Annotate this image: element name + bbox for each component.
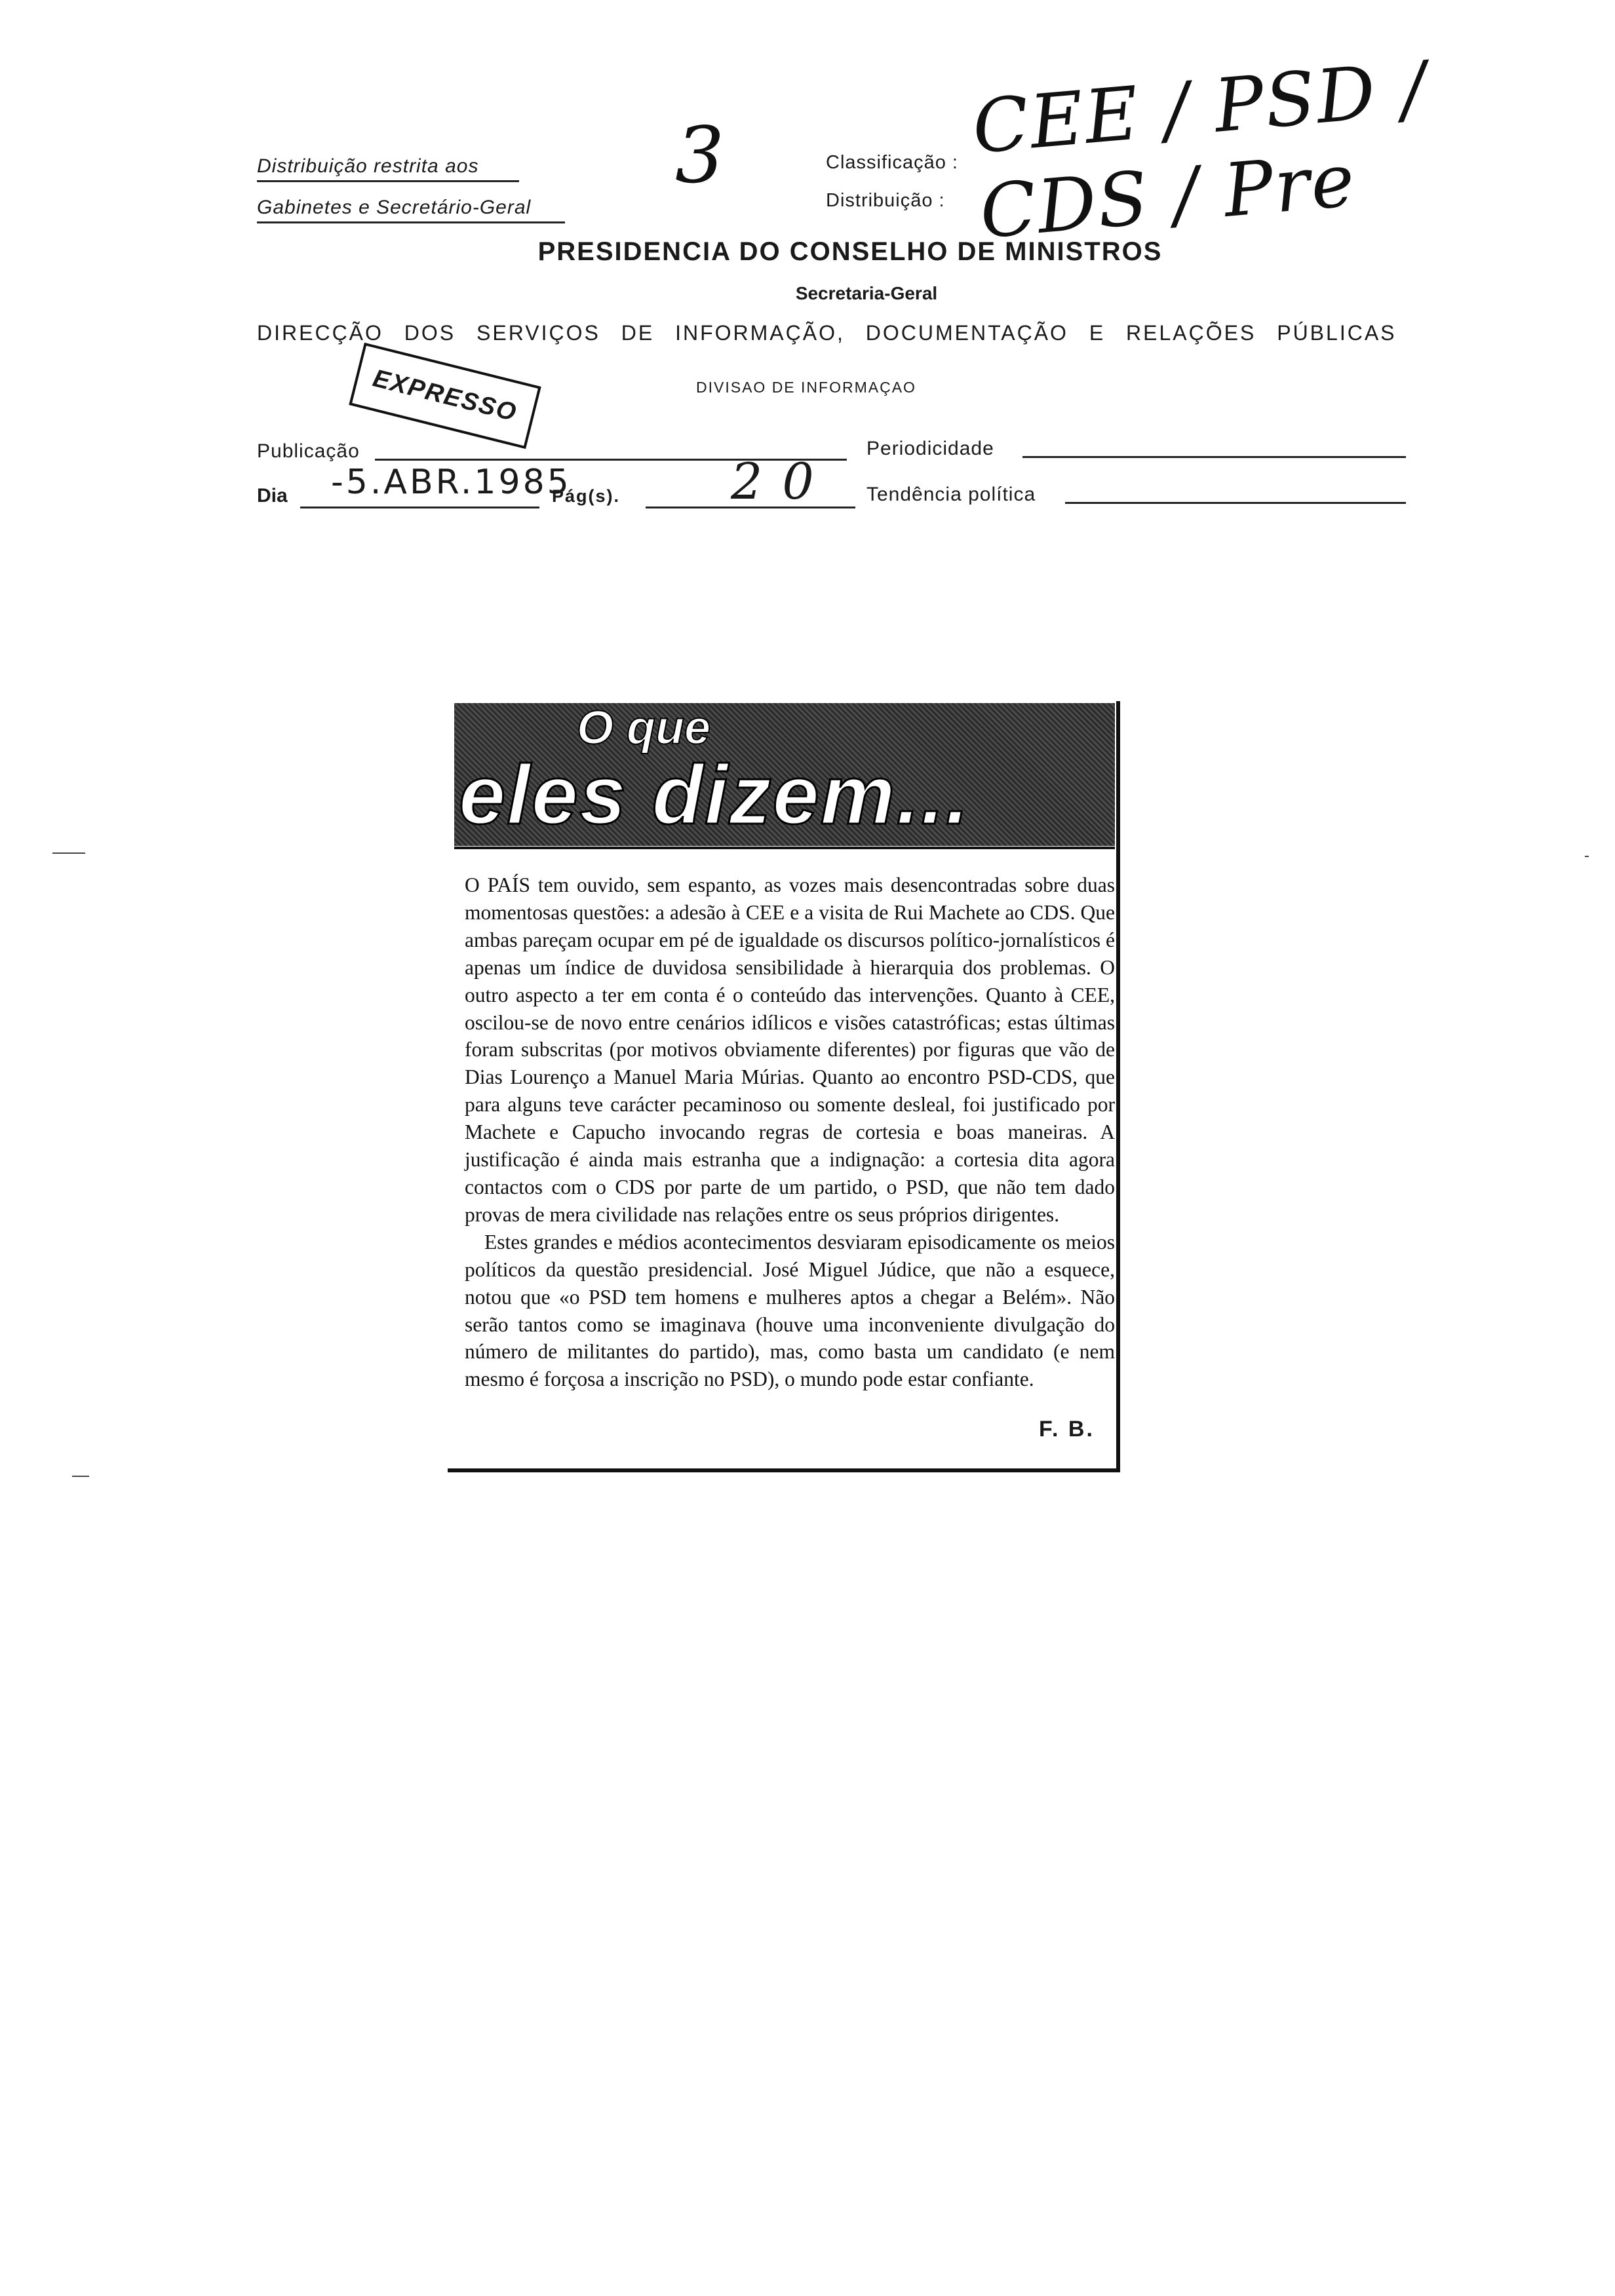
classification-handwritten: CEE / PSD / CDS / Pre — [969, 45, 1431, 256]
tendencia-label: Tendência política — [866, 484, 1036, 505]
publication-stamp: EXPRESSO — [349, 343, 541, 449]
margin-mark-left-1 — [52, 852, 85, 854]
restriction-underline-1 — [257, 180, 519, 182]
division-line: DIVISAO DE INFORMAÇAO — [696, 379, 916, 396]
periodicidade-field-line — [1022, 456, 1406, 458]
distribution-label: Distribuição : — [826, 190, 945, 211]
classification-label: Classificação : — [826, 152, 958, 173]
restriction-note-line2: Gabinetes e Secretário-Geral — [257, 197, 532, 218]
secretariat-subtitle: Secretaria-Geral — [795, 283, 938, 303]
article-signature: F. B. — [1039, 1417, 1095, 1442]
margin-mark-right-1 — [1585, 856, 1589, 857]
dia-value: -5.ABR.1985 — [331, 463, 572, 502]
organization-title: PRESIDENCIA DO CONSELHO DE MINISTROS — [537, 237, 1163, 266]
periodicidade-label: Periodicidade — [866, 438, 994, 459]
article-paragraph-1: O PAÍS tem ouvido, sem espanto, as vozes mais desencontradas sobre duas momentosas questões: a adesão à CEE e a visita de Rui Machete ao CDS. Que ambas pareçam ocupar em pé de igualdade os discursos político-jornalísticos é apenas um índice de duvidosa sensibilidade à hierarquia dos problemas. O outro aspecto a ter em conta é o conteúdo das intervenções. Quanto à CEE, oscilou-se de novo entre cenários idílicos e visões catastróficas; estas últimas foram subscritas (por motivos obviamente diferentes) por figuras que vão de Dias Lourenço a Manuel Maria Múrias. Quanto ao encontro PSD-CDS, que para alguns teve carácter pecaminoso ou somente desleal, foi justificado por Machete e Capucho invocando regras de cortesia e boas maneiras. A justificação é ainda mais estranha que a indignação: a cortesia dita agora contactos com o CDS por parte de um partido, o PSD, que não tem dado provas de mera civilidade nas relações entre os seus próprios dirigentes. — [465, 873, 1115, 1226]
directorate-line: DIRECÇÃO DOS SERVIÇOS DE INFORMAÇÃO, DOCUMENTAÇÃO E RELAÇÕES PÚBLICAS — [257, 321, 1397, 345]
banner-rule — [454, 847, 1115, 849]
clipping-article — [465, 871, 1115, 1393]
dia-field-line — [300, 507, 539, 508]
restriction-note-line1: Distribuição restrita aos — [257, 155, 479, 177]
pags-label: Pág(s). — [552, 486, 621, 506]
margin-mark-left-2 — [72, 1476, 89, 1477]
publicacao-label: Publicação — [257, 440, 360, 462]
banner-line1: O que — [577, 702, 711, 754]
banner-line2: eles dizem... — [459, 748, 971, 842]
article-paragraph-2: Estes grandes e médios acontecimentos desviaram episodicamente os meios políticos da questão presidencial. José Miguel Júdice, que não a esquece, notou que «o PSD tem homens e mulheres aptos a chegar a Belém». Não serão tantos como se imaginava (houve uma inconveniente divulgação do número de militantes do partido), mas, como basta um candidato (e nem mesmo é forçosa a inscrição no PSD), o mundo pode estar confiante. — [465, 1230, 1115, 1391]
handwritten-number: 3 — [675, 110, 725, 201]
pags-value: 20 — [731, 452, 834, 510]
tendencia-field-line — [1065, 502, 1406, 504]
dia-label: Dia — [257, 485, 288, 507]
restriction-underline-2 — [257, 221, 565, 223]
